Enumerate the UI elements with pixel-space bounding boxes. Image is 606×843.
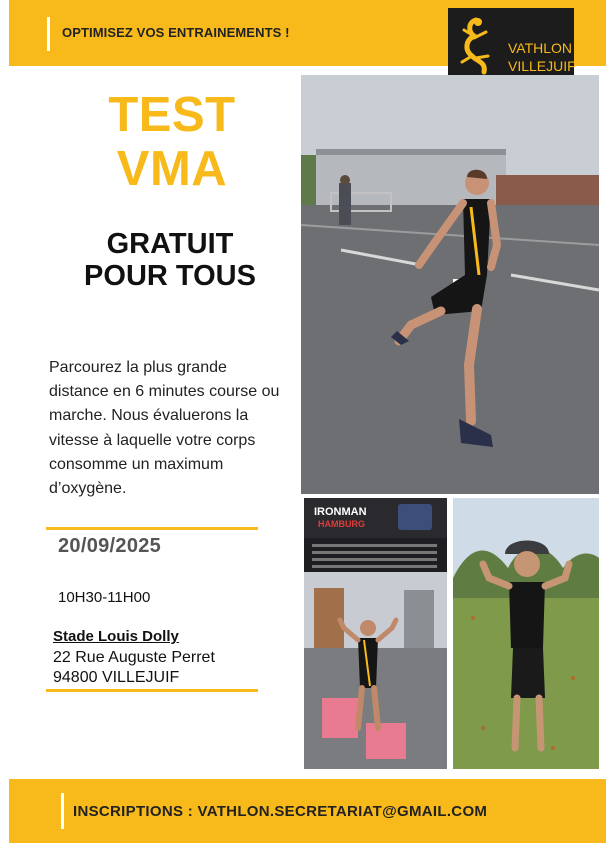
- subtitle-line-1: GRATUIT: [106, 228, 234, 260]
- ironman-illustration: [304, 498, 447, 769]
- logo-line-1: VATHLON: [508, 40, 573, 56]
- event-time: 10H30-11H00: [58, 589, 151, 606]
- runner-illustration: [301, 75, 599, 494]
- registration-contact: INSCRIPTIONS : VATHLON.SECRETARIAT@GMAIL.COM: [73, 803, 488, 820]
- event-address-line-2: 94800 VILLEJUIF: [53, 669, 180, 686]
- ironman-city-text: HAMBURG: [318, 519, 365, 529]
- description: Parcourez la plus grande distance en 6 minutes course ou marche. Nous évaluerons la vitesse à laquelle votre corps consomme un maximum d’oxygène.: [49, 359, 280, 498]
- event-date: 20/09/2025: [58, 535, 162, 557]
- event-venue: Stade Louis Dolly: [53, 628, 179, 645]
- subtitle-line-2: POUR TOUS: [84, 260, 256, 292]
- slogan: OPTIMISEZ VOS ENTRAINEMENTS !: [62, 25, 290, 40]
- page-title: [92, 88, 252, 196]
- photo-ironman-finish: [304, 498, 447, 769]
- banner-divider: [47, 17, 50, 51]
- event-address-line-1: 22 Rue Auguste Perret: [53, 649, 215, 666]
- photo-runner: [301, 75, 599, 494]
- bottom-banner: [9, 779, 606, 843]
- lizard-icon: [456, 16, 508, 78]
- divider-bottom: [46, 689, 258, 692]
- title-line-1: TEST: [108, 88, 236, 142]
- footer-divider: [61, 793, 64, 829]
- ironman-logo-text: IRONMAN: [314, 506, 367, 518]
- photo-kid-runner: [453, 498, 599, 769]
- kid-illustration: [453, 498, 599, 769]
- divider-top: [46, 527, 258, 530]
- title-line-2: VMA: [116, 142, 228, 196]
- page-subtitle: [70, 228, 270, 292]
- logo-line-2: VILLEJUIF: [508, 58, 576, 74]
